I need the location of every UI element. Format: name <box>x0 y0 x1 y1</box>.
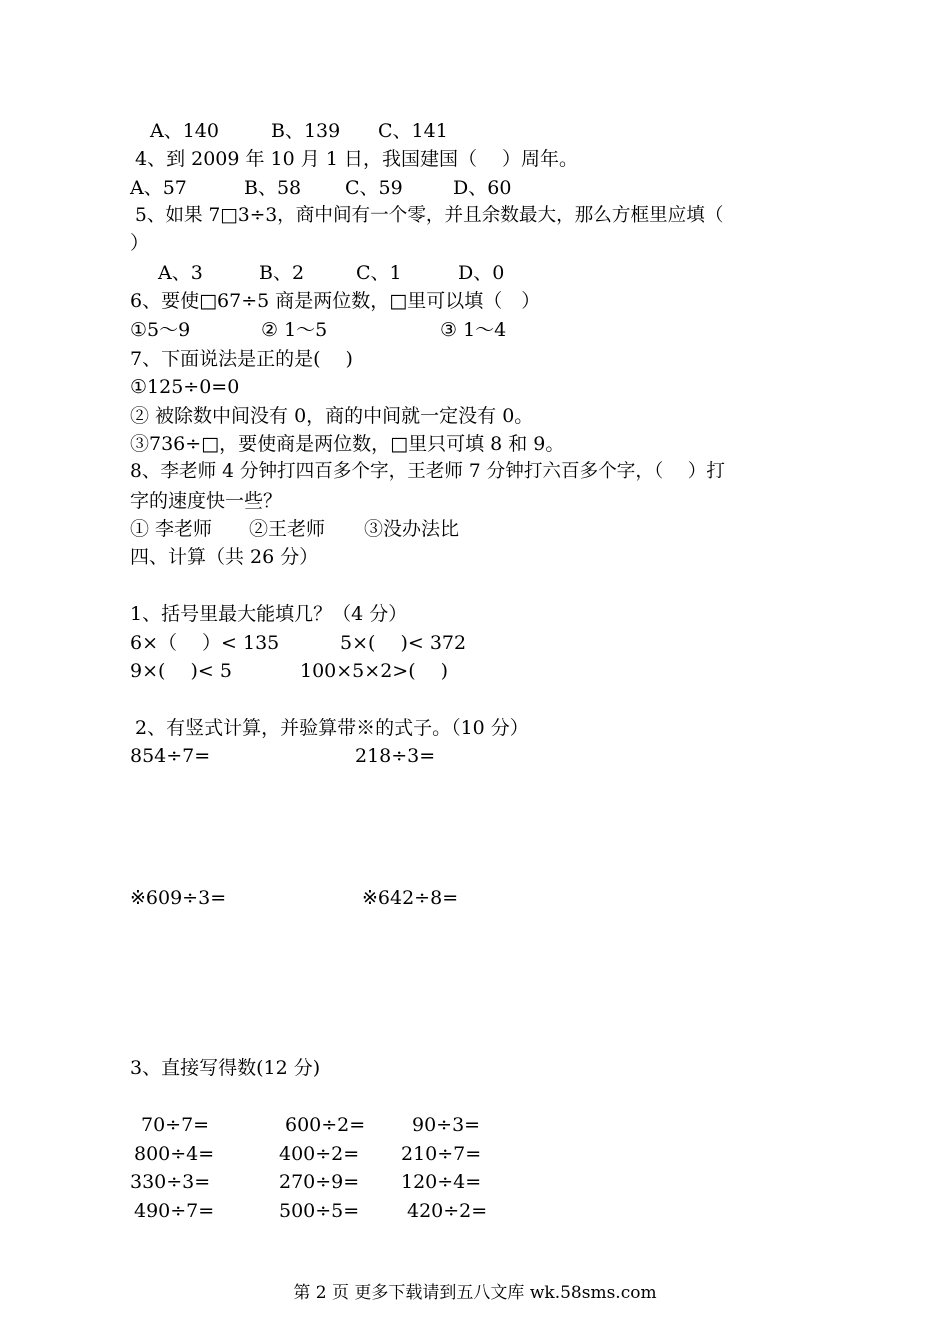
q8-option-1: ① 李老师 <box>130 518 213 540</box>
q6-option-2: ② 1～5 <box>261 319 328 341</box>
calc-part1-item: 5×( )< 372 <box>340 632 467 654</box>
calc-part2-item: 218÷3= <box>355 745 436 767</box>
calc-part1-item: 9×( )< 5 <box>130 660 232 682</box>
calc-part1-item: 6×（ ）< 135 <box>130 632 280 654</box>
q6-option-3: ③ 1～4 <box>440 319 507 341</box>
q5-option-a: A、3 <box>158 262 203 284</box>
q4-option-a: A、57 <box>130 177 187 199</box>
calc-part3-item: 490÷7= <box>134 1200 215 1222</box>
q3-option-b: B、139 <box>271 120 341 142</box>
q7-item-1: ①125÷0=0 <box>130 376 240 398</box>
q6-option-1: ①5～9 <box>130 319 191 341</box>
section4-title: 四、计算（共 26 分） <box>130 546 319 568</box>
q3-option-a: A、140 <box>150 120 219 142</box>
q8-option-2: ②王老师 <box>249 518 326 540</box>
q6-stem: 6、要使□67÷5 商是两位数，□里可以填（ ） <box>130 290 541 312</box>
calc-part1-item: 100×5×2>( ) <box>300 660 449 682</box>
q4-option-b: B、58 <box>244 177 302 199</box>
calc-part3-item: 90÷3= <box>412 1114 481 1136</box>
calc-part3-item: 70÷7= <box>141 1114 210 1136</box>
q4-stem: 4、到 2009 年 10 月 1 日，我国建国（ ）周年。 <box>135 148 578 170</box>
calc-part3-item: 420÷2= <box>407 1200 488 1222</box>
calc-part3-item: 270÷9= <box>279 1171 360 1193</box>
calc-part2-item: 854÷7= <box>130 745 211 767</box>
calc-part3-item: 400÷2= <box>279 1143 360 1165</box>
q7-item-3: ③736÷□，要使商是两位数，□里只可填 8 和 9。 <box>130 433 565 455</box>
calc-part3-item: 210÷7= <box>401 1143 482 1165</box>
q7-stem: 7、下面说法是正的是( ) <box>130 348 353 370</box>
q5-option-c: C、1 <box>356 262 402 284</box>
q8-stem-line2: 字的速度快一些？ <box>130 490 283 512</box>
calc-part2-item: ※609÷3= <box>130 887 227 909</box>
q5-option-d: D、0 <box>458 262 505 284</box>
calc-part3-item: 120÷4= <box>401 1171 482 1193</box>
q4-option-c: C、59 <box>345 177 403 199</box>
calc-part2-row-1 <box>0 744 436 816</box>
q8-option-3: ③没办法比 <box>364 518 460 540</box>
calc-part3-item: 600÷2= <box>285 1114 366 1136</box>
calc-part3-item: 330÷3= <box>130 1171 211 1193</box>
calc-part3-item: 500÷5= <box>279 1200 360 1222</box>
q4-option-d: D、60 <box>453 177 512 199</box>
calc-part2-row-2 <box>0 886 459 958</box>
calc-part2-item: ※642÷8= <box>362 887 459 909</box>
q7-item-2: ② 被除数中间没有 0，商的中间就一定没有 0。 <box>130 405 534 427</box>
q5-stem-line2: ） <box>130 232 150 254</box>
calc-part1-title: 1、括号里最大能填几？（4 分） <box>130 603 408 625</box>
calc-part3-title: 3、直接写得数(12 分) <box>130 1057 321 1079</box>
q3-option-c: C、141 <box>378 120 448 142</box>
calc-part2-title: 2、有竖式计算，并验算带※的式子。（10 分） <box>135 717 529 739</box>
calc-part3-item: 800÷4= <box>134 1143 215 1165</box>
q5-option-b: B、2 <box>259 262 305 284</box>
q5-stem-line1: 5、如果 7□3÷3，商中间有一个零，并且余数最大，那么方框里应填（ <box>135 205 724 226</box>
page-footer: 第 2 页 更多下载请到五八文库 wk.58sms.com <box>293 1283 657 1303</box>
q8-stem-line1: 8、李老师 4 分钟打四百多个字，王老师 7 分钟打六百多个字，（ ）打 <box>130 461 725 482</box>
